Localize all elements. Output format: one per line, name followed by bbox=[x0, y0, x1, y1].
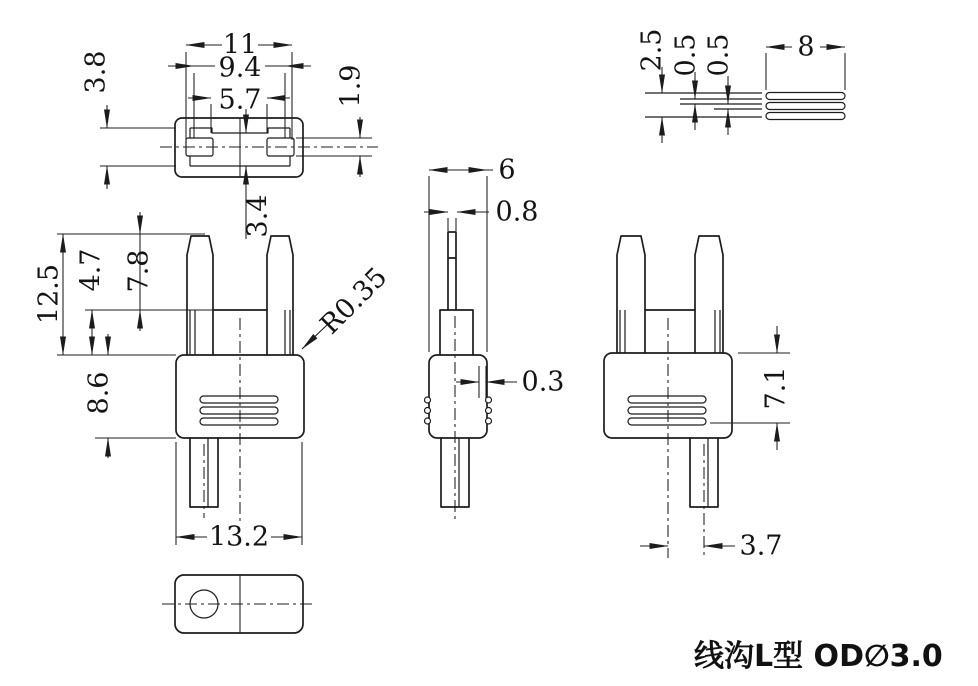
rear-left-prong bbox=[617, 236, 645, 353]
dim-top-left-height: 3.8 bbox=[80, 50, 112, 94]
rear-view-dimensions bbox=[640, 326, 792, 562]
front-view-geometry bbox=[176, 236, 304, 522]
dim-front-pin-height: 7.8 bbox=[123, 249, 155, 293]
dim-rear-groove-span: 7.1 bbox=[760, 366, 792, 410]
groove-detail-geometry bbox=[645, 93, 845, 120]
dim-top-band-height: 3.4 bbox=[242, 194, 274, 238]
dim-groove-a: 0.5 bbox=[670, 33, 702, 77]
dim-top-inner-width: 5.7 bbox=[218, 84, 262, 116]
groove-detail-dimensions bbox=[637, 29, 846, 143]
rear-right-prong bbox=[695, 236, 723, 353]
side-groove-bump bbox=[425, 408, 431, 414]
side-groove-bump bbox=[425, 418, 431, 424]
front-left-prong bbox=[187, 236, 213, 355]
rear-right-prong-inner-lines bbox=[715, 310, 720, 353]
side-groove-bump bbox=[425, 397, 431, 403]
front-view bbox=[34, 212, 394, 553]
side-view-dimensions bbox=[424, 155, 564, 399]
side-view-geometry bbox=[425, 232, 492, 520]
side-extension-lines bbox=[429, 170, 493, 398]
side-body-outline bbox=[429, 355, 487, 438]
dim-groove-width: 8 bbox=[797, 31, 815, 63]
dim-front-corner-radius: R0.35 bbox=[314, 261, 394, 341]
dim-side-pin-thickness: 0.8 bbox=[495, 196, 539, 228]
bottom-view bbox=[162, 575, 316, 633]
side-view bbox=[424, 155, 564, 521]
front-groove-slot-2 bbox=[200, 407, 278, 414]
rear-view-geometry bbox=[604, 236, 732, 558]
top-view bbox=[81, 30, 379, 240]
dim-front-body-width: 13.2 bbox=[208, 521, 270, 553]
rear-groove-slot-3 bbox=[628, 418, 706, 425]
dim-top-outer-width: 11 bbox=[222, 29, 258, 61]
side-block bbox=[440, 310, 473, 355]
dim-top-slot-height: 1.9 bbox=[335, 64, 367, 108]
front-groove-slot-1 bbox=[200, 396, 278, 403]
side-groove-bump bbox=[486, 418, 492, 424]
rear-view bbox=[604, 236, 792, 562]
front-left-prong-inner-lines bbox=[190, 310, 195, 355]
groove-face-slot-2 bbox=[766, 103, 845, 110]
dim-side-groove-offset: 0.3 bbox=[521, 366, 565, 398]
groove-face-slot-3 bbox=[766, 113, 845, 120]
groove-section-lines bbox=[645, 93, 762, 117]
dim-front-body-height: 8.6 bbox=[83, 371, 115, 415]
groove-face-slot-1 bbox=[766, 93, 845, 100]
dim-top-mid-width: 9.4 bbox=[218, 52, 262, 84]
drawing-title: 线沟L型 OD∅3.0 bbox=[694, 639, 943, 674]
top-view-dimensions bbox=[81, 30, 373, 240]
side-pin bbox=[448, 232, 456, 310]
rear-left-prong-inner-lines bbox=[620, 310, 625, 353]
rear-groove-slot-1 bbox=[628, 396, 706, 403]
front-groove-slot-3 bbox=[200, 418, 278, 425]
dim-rear-leg-offset: 3.7 bbox=[739, 530, 783, 562]
dim-groove-b: 0.5 bbox=[703, 33, 735, 77]
dim-front-pin-total: 12.5 bbox=[33, 263, 65, 325]
dim-groove-total-depth: 2.5 bbox=[636, 28, 668, 72]
groove-detail-view bbox=[637, 29, 846, 143]
dim-front-web-height: 4.7 bbox=[75, 248, 107, 292]
dim-side-body-depth: 6 bbox=[498, 154, 516, 186]
front-right-prong-inner-lines bbox=[285, 310, 290, 355]
rear-groove-slot-2 bbox=[628, 407, 706, 414]
front-right-prong bbox=[267, 236, 293, 355]
top-view-geometry bbox=[160, 118, 378, 177]
side-groove-bump bbox=[486, 408, 492, 414]
